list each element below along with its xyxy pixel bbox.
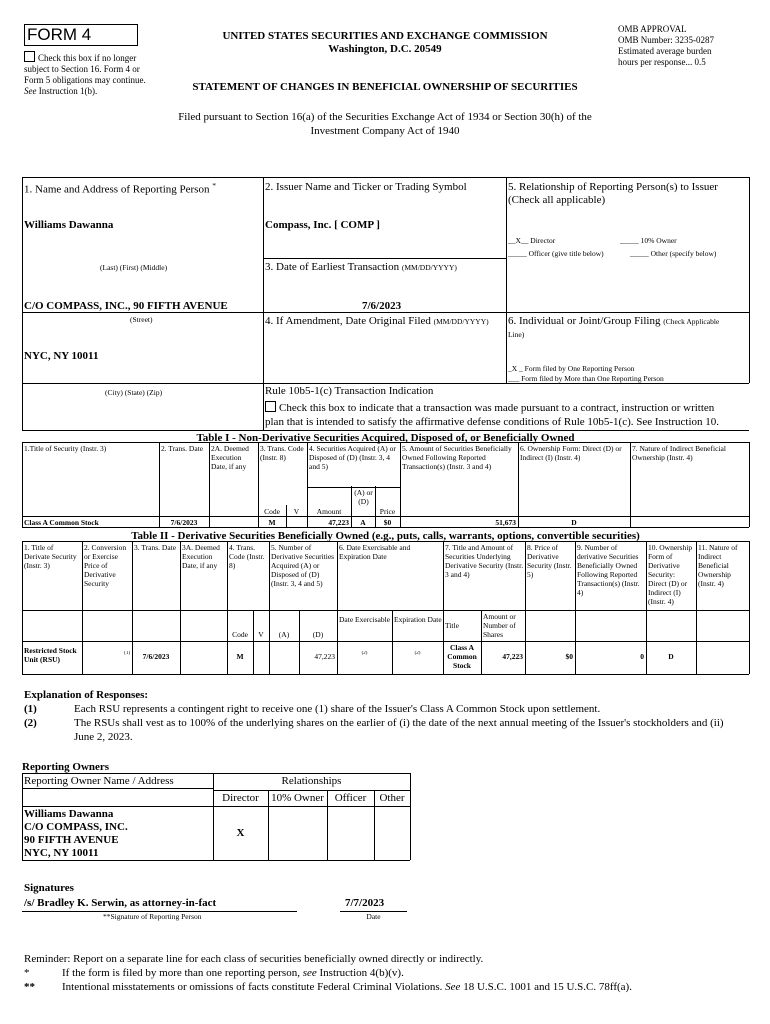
owner-line-3: 90 FIFTH AVENUE [24,834,119,846]
omb-box [618,24,748,68]
t1-h-owned: 5. Amount of Securities Beneficially Owned Following Reported Transaction(s) (Instr. 3 and 4) [402,444,512,471]
owners-col-relationships: Relationships [281,775,342,787]
t2-row-price: $0 [565,652,573,661]
footer-note-1: If the form is filed by more than one reporting person, see Instruction 4(b)(v). [62,967,404,979]
omb-burden-1: Estimated average burden [618,46,712,56]
relationship-director: __X__ Director [508,236,556,245]
t2-h-deemed: 3A. Deemed Execution Date, if any [182,543,220,570]
owners-col-name: Reporting Owner Name / Address [24,775,174,787]
owner-address [24,808,128,860]
footer-note-1-num: * [24,967,30,979]
t1-h-date: 2. Trans. Date [161,444,204,453]
t2-row-owned: 0 [640,652,644,661]
t2-sub-a: (A) [278,630,290,639]
t2-row-title: Restricted Stock Unit (RSU) [24,646,77,664]
rule-text-1: Check this box to indicate that a transaction was made pursuant to a contract, instruction or written [265,401,714,415]
reporting-person-city: NYC, NY 10011 [24,350,99,362]
t1-row-form: D [571,518,577,527]
statement-title: STATEMENT OF CHANGES IN BENEFICIAL OWNERSHIP OF SECURITIES [192,81,578,93]
reporting-person-street: C/O COMPASS, INC., 90 FIFTH AVENUE [24,300,228,312]
rule-checkbox[interactable] [265,401,276,412]
t2-sub-d: (D) [312,630,324,639]
omb-number: OMB Number: 3235-0287 [618,35,714,45]
explanation-text-1: Each RSU represents a contingent right to receive one (1) share of the Issuer's Class A Common Stock upon settlement. [74,703,601,715]
t2-h-code: 4. Trans. Code (Instr. 8) [229,543,265,570]
t2-row-expiration: (2) [414,651,421,656]
t2-row-conversion: (1) [124,651,130,656]
box3-label: 3. Date of Earliest Transaction (MM/DD/YYYY) [265,261,457,273]
filing-option-one: _X _ Form filed by One Reporting Person [508,364,635,373]
owners-col-director: Director [222,792,259,804]
earliest-transaction-date: 7/6/2023 [362,300,402,312]
omb-title: OMB APPROVAL [618,24,687,34]
explanation-num-2: (2) [24,717,37,729]
explanation-title: Explanation of Responses: [24,689,149,701]
agency-city: Washington, D.C. 20549 [328,43,442,55]
table2-title: Table II - Derivative Securities Beneficially Owned (e.g., puts, calls, warrants, options, convertible securities) [131,530,640,542]
t2-sub-amount: Amount or Number of Shares [483,612,516,639]
city-caption: (City) (State) (Zip) [105,388,163,397]
t1-h-form: 6. Ownership Form: Direct (D) or Indirect (I) (Instr. 4) [520,444,622,462]
signature-date: 7/7/2023 [345,897,385,909]
t1-sub-v: V [293,507,300,516]
t1-h-securities: 4. Securities Acquired (A) or Disposed of (D) (Instr. 3, 4 and 5) [309,444,396,471]
t2-row-und-title: Class A Common Stock [447,643,477,670]
section16-instr: Instruction 1(b). [38,86,98,96]
t1-row-date: 7/6/2023 [170,518,198,527]
t2-h-owned: 9. Number of derivative Securities Beneficially Owned Following Reported Transaction(s) (Instr. 4) [577,543,640,597]
t2-h-title: 1. Title of Derivate Security (Instr. 3) [24,543,77,570]
rule-text-2: plan that is intended to satisfy the affirmative defense conditions of Rule 10b5-1(c). See Instruction 10. [265,416,720,428]
t2-h-underlying: 7. Title and Amount of Securities Underlying Derivative Security (Instr. 3 and 4) [445,543,524,579]
t1-sub-code: Code [264,507,280,516]
t1-row-price: $0 [383,518,392,527]
t1-h-nature: 7. Nature of Indirect Beneficial Ownership (Instr. 4) [632,444,726,462]
t1-h-deemed: 2A. Deemed Execution Date, if any [211,444,249,471]
owner-line-1: Williams Dawanna [24,808,114,820]
owners-title: Reporting Owners [22,761,110,773]
street-caption: (Street) [130,315,153,324]
omb-burden-2: hours per response... 0.5 [618,57,706,67]
t1-row-code: M [268,518,276,527]
agency-name: UNITED STATES SECURITIES AND EXCHANGE COMMISSION [222,30,548,42]
box2-label: 2. Issuer Name and Ticker or Trading Symbol [265,181,467,193]
t2-row-date: 7/6/2023 [142,652,170,661]
t2-sub-code: Code [232,630,248,639]
footer-reminder: Reminder: Report on a separate line for each class of securities beneficially owned directly or indirectly. [24,953,484,965]
explanation-text-2a: The RSUs shall vest as to 100% of the underlying shares on the earlier of (i) the date of the next annual meeting of the Issuer's stockholders and (ii) [74,717,724,729]
t2-h-conversion: 2. Conversion or Exercise Price of Derivative Security [84,543,127,588]
relationship-ten-pct: _____ 10% Owner [620,236,677,245]
owner-line-4: NYC, NY 10011 [24,847,99,859]
t1-row-title: Class A Common Stock [24,518,99,527]
section16-checkbox-block [24,51,154,97]
t1-sub-amount: Amount [316,507,342,516]
t2-row-exercisable: (2) [361,651,368,656]
t2-sub-expiration: Expiration Date [394,615,442,624]
explanation-text-2b: June 2, 2023. [74,731,133,743]
signatures-title: Signatures [24,882,74,894]
t2-row-form: D [668,652,674,661]
signature-caption: **Signature of Reporting Person [103,912,202,921]
reporting-person-name: Williams Dawanna [24,219,114,231]
t2-sub-v: V [258,630,264,639]
box6-label: 6. Individual or Joint/Group Filing (Check Applicable Line) [508,315,720,339]
relationship-officer: _____ Officer (give title below) [508,249,604,258]
footer-note-2: Intentional misstatements or omissions of facts constitute Federal Criminal Violations. See 18 U.S.C. 1001 and 15 U.S.C. 78ff(a). [62,981,632,993]
t2-h-exercisable: 6. Date Exercisable and Expiration Date [339,543,411,561]
filed-pursuant-line-1: Filed pursuant to Section 16(a) of the Securities Exchange Act of 1934 or Section 30(h) of the [178,111,592,123]
t2-sub-exercisable: Date Exercisable [339,615,391,624]
t1-h-code: 3. Trans. Code (Instr. 8) [260,444,304,462]
box4-label: 4. If Amendment, Date Original Filed (MM/DD/YYYY) [265,315,489,327]
section16-see: See [24,86,37,96]
t1-sub-price: Price [379,507,396,516]
t2-h-form: 10. Ownership Form of Derivative Security: Direct (D) or Indirect (I) (Instr. 4) [648,543,693,606]
t1-h-title: 1.Title of Security (Instr. 3) [24,444,107,453]
explanation-num-1: (1) [24,703,37,715]
t2-sub-title: Title [445,621,459,630]
t2-h-price: 8. Price of Derivative Security (Instr. 5) [527,543,572,579]
t2-h-date: 3. Trans. Date [134,543,177,552]
filed-pursuant-line-2: Investment Company Act of 1940 [310,125,460,137]
owner-director-mark: X [236,827,245,839]
t2-h-number: 5. Number of Derivative Securities Acquired (A) or Disposed of (D) (Instr. 3, 4 and 5) [271,543,335,588]
owners-col-other: Other [379,792,405,804]
footer-note-2-num: ** [24,981,35,993]
form-title: FORM 4 [27,25,92,44]
relationship-other: _____ Other (specify below) [630,249,717,258]
t1-row-aord: A [360,518,366,527]
owners-col-officer: Officer [334,792,367,804]
box1-label: 1. Name and Address of Reporting Person * [24,181,216,196]
signature-value: /s/ Bradley K. Serwin, as attorney-in-fact [24,897,217,909]
t2-row-d: 47,223 [314,652,335,661]
t2-row-code: M [236,652,244,661]
filing-option-more: ___ Form filed by More than One Reporting Person [508,374,664,383]
t1-sub-aord: (A) or (D) [354,488,373,506]
t1-row-owned: 51,673 [495,518,516,527]
rule-title: Rule 10b5-1(c) Transaction Indication [265,385,434,397]
t2-row-und-amount: 47,223 [502,652,523,661]
t2-h-nature: 11. Nature of Indirect Beneficial Ownership (Instr. 4) [698,543,738,588]
section16-checkbox[interactable] [24,51,35,62]
section16-checkbox-text: Check this box if no longer subject to Section 16. Form 4 or Form 5 obligations may continue. [24,53,146,85]
table1-title: Table I - Non-Derivative Securities Acquired, Disposed of, or Beneficially Owned [196,432,575,444]
t1-row-amount: 47,223 [328,518,349,527]
owner-line-2: C/O COMPASS, INC. [24,821,128,833]
signature-date-caption: Date [366,912,381,921]
owners-col-ten-pct: 10% Owner [271,792,324,804]
issuer-name: Compass, Inc. [ COMP ] [265,219,380,231]
box5-label: 5. Relationship of Reporting Person(s) to Issuer (Check all applicable) [508,181,718,206]
form-title-box [24,24,138,46]
name-caption: (Last) (First) (Middle) [100,263,168,272]
